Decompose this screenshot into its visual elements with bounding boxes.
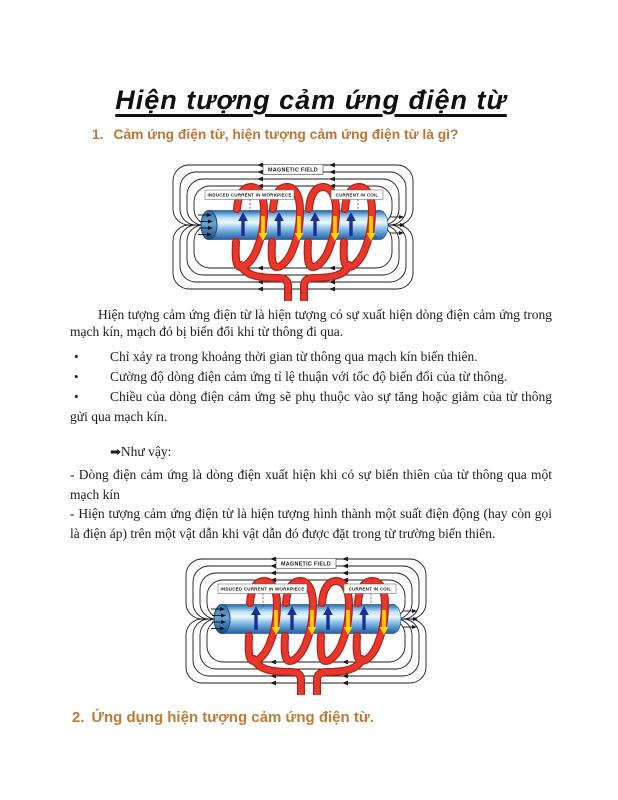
section-1-heading-text: Cảm ứng điện từ, hiện tượng cảm ứng điện từ là gì?: [113, 127, 459, 142]
magnetic-field-label: MAGNETIC FIELD: [280, 561, 332, 568]
induction-coil-diagram: [171, 163, 415, 301]
section-2-heading: [72, 708, 552, 727]
bullet-marker: •: [74, 349, 79, 364]
paragraph-line: Cường độ dòng điện cảm ứng tỉ lệ thuận với tốc độ biến đổi của từ thông.: [110, 369, 508, 384]
paragraph-line: - Hiện tượng cảm ứng điện từ là hiện tượng hình thành một suất điện động (hay còn gọi: [70, 506, 552, 521]
bullet-marker: •: [74, 369, 79, 384]
section-1-number: 1.: [92, 127, 104, 142]
paragraph-line: là điện áp) trên một vật dẫn khi vật dẫn đó được đặt trong từ trường biến thiên.: [70, 525, 496, 541]
paragraph-line: Hiện tượng cảm ứng điện từ là hiện tượng có sự xuất hiện dòng điện cảm ứng trong: [98, 307, 552, 322]
induction-coil-diagram: [184, 557, 428, 695]
induction-diagram-figure-1: [171, 163, 415, 301]
induced-current-label: INDUCED CURRENT IN WORKPIECE: [207, 192, 292, 198]
paragraph-line: mạch kín, mạch đó bị biến đổi khi từ thông đi qua.: [70, 324, 344, 339]
list-item: [70, 347, 552, 367]
page-title: Hiện tượng cảm ứng điện từ: [115, 85, 507, 115]
list-item: [70, 367, 552, 387]
list-item: [70, 387, 552, 427]
summary-note-text: Như vậy:: [120, 444, 172, 459]
coil: [249, 581, 385, 694]
intro-paragraph: [70, 306, 552, 340]
section-2-number: 2.: [72, 709, 85, 726]
magnetic-field-label: MAGNETIC FIELD: [267, 167, 319, 174]
bullet-marker: •: [74, 389, 79, 404]
current-in-coil-label: CURRENT IN COIL: [335, 192, 379, 198]
bullet-list: [70, 347, 552, 427]
paragraph-line: mạch kín: [70, 486, 120, 502]
section-1-heading: [92, 126, 552, 143]
coil: [236, 187, 372, 300]
conclusion-paragraphs: [70, 465, 552, 543]
summary-note: [70, 443, 552, 462]
induction-diagram-figure-2: [184, 557, 428, 695]
section-2-heading-text: Ứng dụng hiện tượng cảm ứng điện từ.: [91, 709, 374, 726]
paragraph-line: - Dòng điện cảm ứng là dòng điện xuất hiện khi có sự biến thiên của từ thông qua một: [70, 467, 552, 482]
paragraph-line: gửi qua mạch kín.: [70, 409, 168, 424]
paragraph-line: Chiều của dòng điện cảm ứng sẽ phụ thuộc vào sự tăng hoặc giảm của từ thông: [110, 389, 552, 404]
current-in-coil-label: CURRENT IN COIL: [348, 586, 392, 592]
right-arrow-icon: ➡: [110, 445, 121, 460]
paragraph-line: Chỉ xảy ra trong khoảng thời gian từ thông qua mạch kín biến thiên.: [110, 349, 478, 364]
induced-current-label: INDUCED CURRENT IN WORKPIECE: [220, 586, 305, 592]
